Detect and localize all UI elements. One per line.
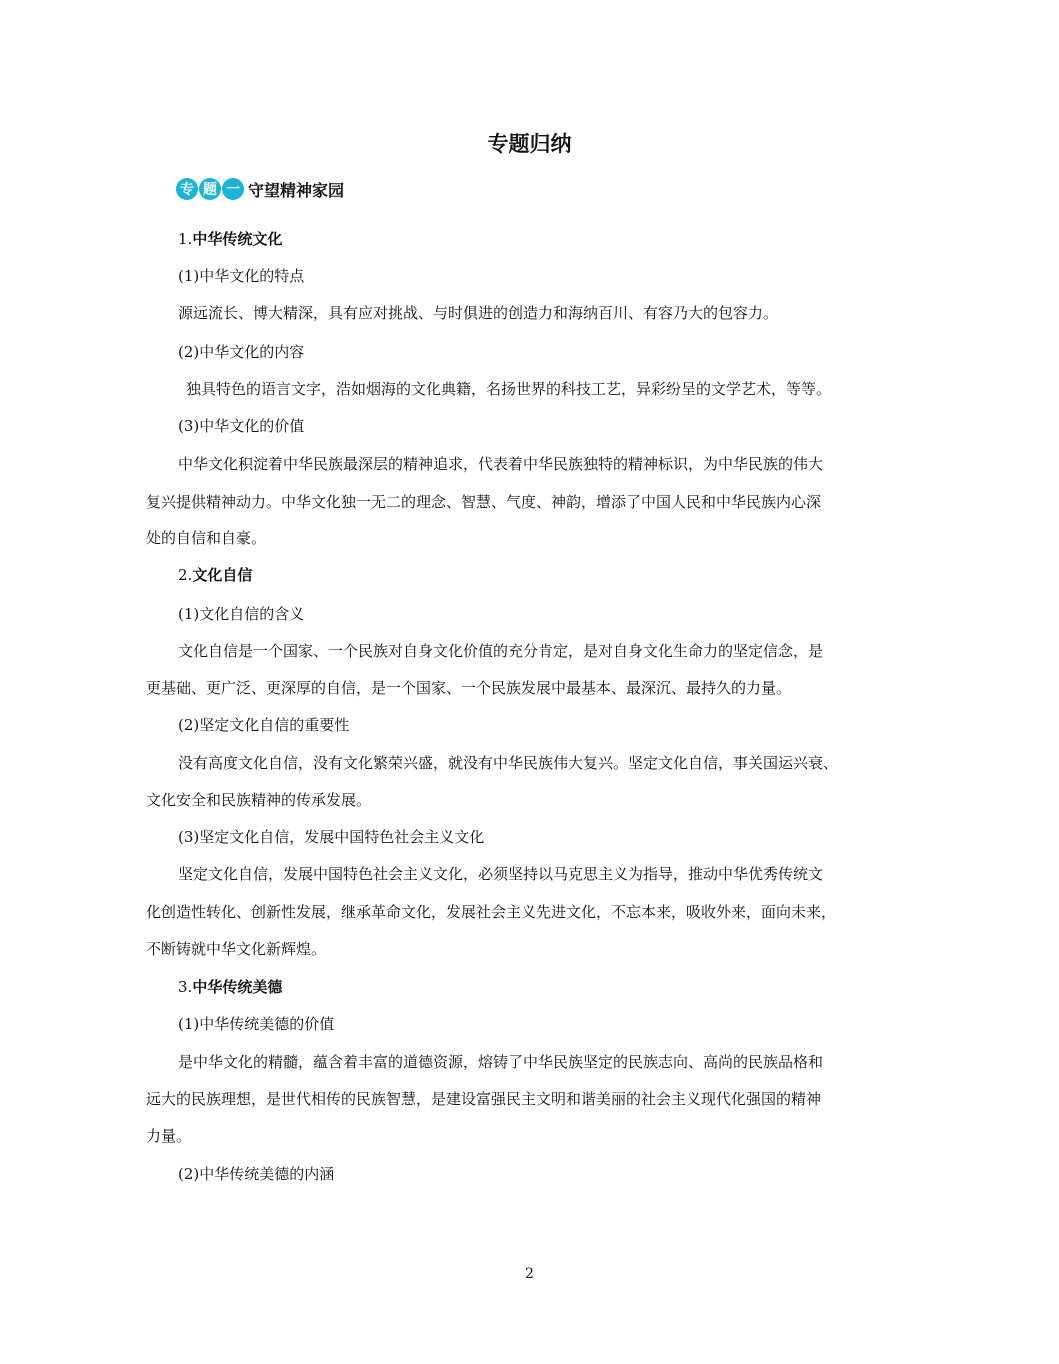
- subheading: (2)中华文化的内容: [178, 343, 305, 361]
- subheading: (1)文化自信的含义: [178, 605, 305, 623]
- paragraph-line: 力量。: [146, 1127, 192, 1145]
- paragraph-line: 文化安全和民族精神的传承发展。: [146, 791, 372, 809]
- section-heading-2: [178, 565, 978, 585]
- paragraph-line: 文化自信是一个国家、一个民族对自身文化价值的充分肯定，是对自身文化生命力的坚定信念，是: [178, 642, 824, 660]
- section-title: 中华传统美德: [192, 978, 283, 996]
- paragraph-line: 坚定文化自信，发展中国特色社会主义文化，必须坚持以马克思主义为指导，推动中华优秀传统文: [178, 865, 824, 883]
- paragraph-line: 复兴提供精神动力。中华文化独一无二的理念、智慧、气度、神韵，增添了中国人民和中华民族内心深: [146, 493, 822, 511]
- topic-badge-char-2: 题: [199, 178, 221, 200]
- section-title: 文化自信: [192, 566, 253, 584]
- paragraph-line: 没有高度文化自信，没有文化繁荣兴盛，就没有中华民族伟大复兴。坚定文化自信，事关国运兴衰、: [178, 754, 839, 772]
- section-number: 3.: [178, 978, 193, 996]
- paragraph-line: 处的自信和自豪。: [146, 529, 267, 547]
- paragraph-line: 远大的民族理想，是世代相传的民族智慧，是建设富强民主文明和谐美丽的社会主义现代化强国的精神: [146, 1090, 822, 1108]
- subheading: (3)中华文化的价值: [178, 417, 305, 435]
- topic-heading: [176, 177, 344, 201]
- paragraph-line: 更基础、更广泛、更深厚的自信，是一个国家、一个民族发展中最基本、最深沉、最持久的力量。: [146, 679, 792, 697]
- paragraph-line: 是中华文化的精髓，蕴含着丰富的道德资源，熔铸了中华民族坚定的民族志向、高尚的民族品格和: [178, 1053, 824, 1071]
- section-number: 1.: [178, 230, 193, 248]
- section-heading-3: [178, 977, 978, 997]
- section-number: 2.: [178, 566, 193, 584]
- subheading: (1)中华文化的特点: [178, 267, 305, 285]
- subheading: (2)中华传统美德的内涵: [178, 1165, 335, 1183]
- page-number: 2: [525, 1266, 534, 1282]
- page-title: 专题归纳: [487, 132, 572, 156]
- paragraph-line: 源远流长、博大精深，具有应对挑战、与时俱进的创造力和海纳百川、有容乃大的包容力。: [178, 304, 779, 322]
- section-heading-1: [178, 229, 978, 249]
- paragraph-line: 不断铸就中华文化新辉煌。: [146, 940, 327, 958]
- topic-heading-text: 守望精神家园: [248, 180, 345, 200]
- subheading: (2)坚定文化自信的重要性: [178, 716, 350, 734]
- paragraph-line: 化创造性转化、创新性发展，继承革命文化，发展社会主义先进文化，不忘本来，吸收外来，面向未来，: [146, 903, 837, 921]
- paragraph-line: 独具特色的语言文字，浩如烟海的文化典籍，名扬世界的科技工艺，异彩纷呈的文学艺术，等等。: [186, 380, 832, 398]
- subheading: (1)中华传统美德的价值: [178, 1015, 335, 1033]
- topic-badge-char-3: 一: [222, 178, 244, 200]
- paragraph-line: 中华文化积淀着中华民族最深层的精神追求，代表着中华民族独特的精神标识，为中华民族的伟大: [178, 455, 824, 473]
- topic-badge-char-1: 专: [176, 178, 198, 200]
- section-title: 中华传统文化: [192, 230, 283, 248]
- subheading: (3)坚定文化自信，发展中国特色社会主义文化: [178, 828, 485, 846]
